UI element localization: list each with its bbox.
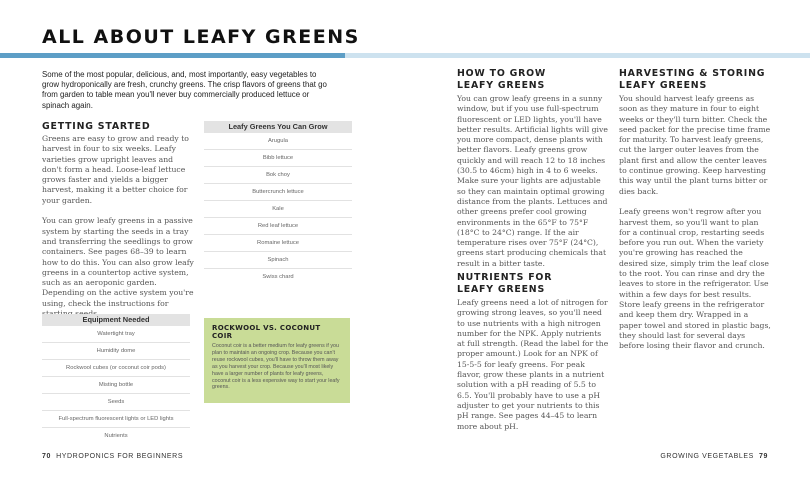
- table-row: Spinach: [204, 252, 352, 269]
- equipment-table-header: Equipment Needed: [42, 314, 190, 326]
- heading-line: LEAFY GREENS: [619, 80, 708, 91]
- accent-bar-light: [345, 53, 810, 58]
- getting-started-heading: GETTING STARTED: [42, 121, 151, 132]
- sidebar-heading: ROCKWOOL VS. COCONUT COIR: [212, 324, 321, 340]
- greens-table: [204, 121, 352, 285]
- table-row: Buttercrunch lettuce: [204, 184, 352, 201]
- table-row: Romaine lettuce: [204, 235, 352, 252]
- getting-started-paragraph: Greens are easy to grow and ready to harvest in four to six weeks. Leafy varieties grow upright leaves and don't form a head. Loose-leaf lettuce grows faster and yields a bigger harvest, making it a better choice for your garden.: [42, 134, 189, 205]
- nutrients-paragraph: Leafy greens need a lot of nitrogen for growing strong leaves, so you'll need to use nutrients with a high nitrogen number for the NPK. Apply nutrients at full strength. (Read the label for the proper amount.) Look for an NPK of 15-5-5 for leafy greens. For peak flavor, grow these plants in a nutrient solution with a pH reading of 5.5 to 6.5. You'll probably have to use a pH adjuster to get your nutrients to this pH range. See pages 44–45 to learn more about pH.: [457, 298, 609, 431]
- table-row: Watertight tray: [42, 326, 190, 343]
- harvesting-paragraph: Leafy greens won't regrow after you harvest them, so you'll want to plan for a continual crop, restarting seeds before you run out. When the variety you're growing has reached the desired size, simply trim the leaf close to the root. You can rinse and dry the leaves to store in the refrigerator. Use within a few days for best results. Store leafy greens in the refrigerator and keep them dry. Wrapped in a paper towel and stored in plastic bags, they should last for several days before losing their flavor and crunch.: [619, 207, 771, 351]
- footer-left: [42, 453, 183, 460]
- harvesting-body: [619, 94, 771, 362]
- table-row: Seeds: [42, 394, 190, 411]
- harvesting-heading: [619, 68, 765, 92]
- nutrients-heading: [457, 272, 552, 296]
- how-to-grow-body: [457, 94, 609, 279]
- table-row: Humidity dome: [42, 343, 190, 360]
- heading-line: HARVESTING & STORING: [619, 68, 766, 79]
- table-row: Misting bottle: [42, 377, 190, 394]
- sidebar-box: [204, 318, 350, 403]
- table-row: Bibb lettuce: [204, 150, 352, 167]
- heading-line: LEAFY GREENS: [457, 284, 546, 295]
- how-to-grow-paragraph: You can grow leafy greens in a sunny window, but if you use full-spectrum fluorescent or LED lights, you'll have better results. Artificial lights will give you more compact, dense plants with better flavors. Leafy greens grow quickly and will reach 12 to 18 inches (30.5 to 46cm) high in 4 to 6 weeks. Make sure your lights are adjustable so they can maintain optimal growing distance from the plants. Lettuces and other greens prefer cool growing environments in the 65°F to 75°F (18°C to 24°C) range. If the air temperature rises over 75°F (24°C), greens start producing chemicals that result in a bitter taste.: [457, 94, 608, 268]
- nutrients-body: [457, 298, 609, 442]
- table-row: Full-spectrum fluorescent lights or LED lights: [42, 411, 190, 428]
- greens-table-header: Leafy Greens You Can Grow: [204, 121, 352, 133]
- page-title: ALL ABOUT LEAFY GREENS: [42, 26, 360, 48]
- getting-started-paragraph: You can grow leafy greens in a passive system by starting the seeds in a tray and transferring the seedlings to grow containers. See pages 68–39 to learn how to do this. You can also grow leafy greens in a countertop active system, such as an aeroponic garden. Depending on the active system you're using, check the instructions for: [42, 216, 194, 308]
- table-row: Red leaf lettuce: [204, 218, 352, 235]
- heading-line: HOW TO GROW: [457, 68, 547, 79]
- page-number-right: 79: [759, 453, 768, 460]
- table-row: Nutrients: [104, 433, 128, 439]
- footer-right: [660, 453, 768, 460]
- accent-bar: [0, 53, 345, 58]
- table-row: Arugula: [204, 133, 352, 150]
- heading-line: NUTRIENTS FOR: [457, 272, 553, 283]
- running-title-right: GROWING VEGETABLES: [660, 453, 754, 460]
- harvesting-paragraph: You should harvest leafy greens as soon as they mature in four to eight weeks or they'll turn bitter. Check the seed packet for the precise time frame for maturity. To harvest leafy greens, cut the larger outer leaves from the plant first and allow the center leaves to continue growing. Keep harvesting this way until the plant turns bitter or dies back.: [619, 94, 771, 196]
- table-row: Kale: [204, 201, 352, 218]
- table-row: Swiss chard: [262, 274, 294, 280]
- how-to-grow-heading: [457, 68, 546, 92]
- table-row: Bok choy: [204, 167, 352, 184]
- sidebar-text: Coconut coir is a better medium for leafy greens if you plan to maintain an ongoing crop. Because you can't reuse rockwool cubes, you'll have to throw them away as you harvest your crop. Because you'll most likely have a larger number of plants for leafy greens, coconut coir is a less expensive way to start your leafy greens.: [212, 343, 340, 391]
- intro-text: Some of the most popular, delicious, and, most importantly, easy vegetables to grow hydroponically are fresh, crunchy greens. The crisp flavors of greens that go from garden to table mean you'll never buy commercially produced lettuce or spinach again.: [42, 70, 327, 110]
- table-row: Rockwool cubes (or coconut coir pods): [42, 360, 190, 377]
- heading-line: LEAFY GREENS: [457, 80, 546, 91]
- getting-started-body: [42, 134, 194, 330]
- running-title-left: HYDROPONICS FOR BEGINNERS: [56, 453, 184, 460]
- page-number-left: 70: [42, 453, 51, 460]
- equipment-table: [42, 314, 190, 444]
